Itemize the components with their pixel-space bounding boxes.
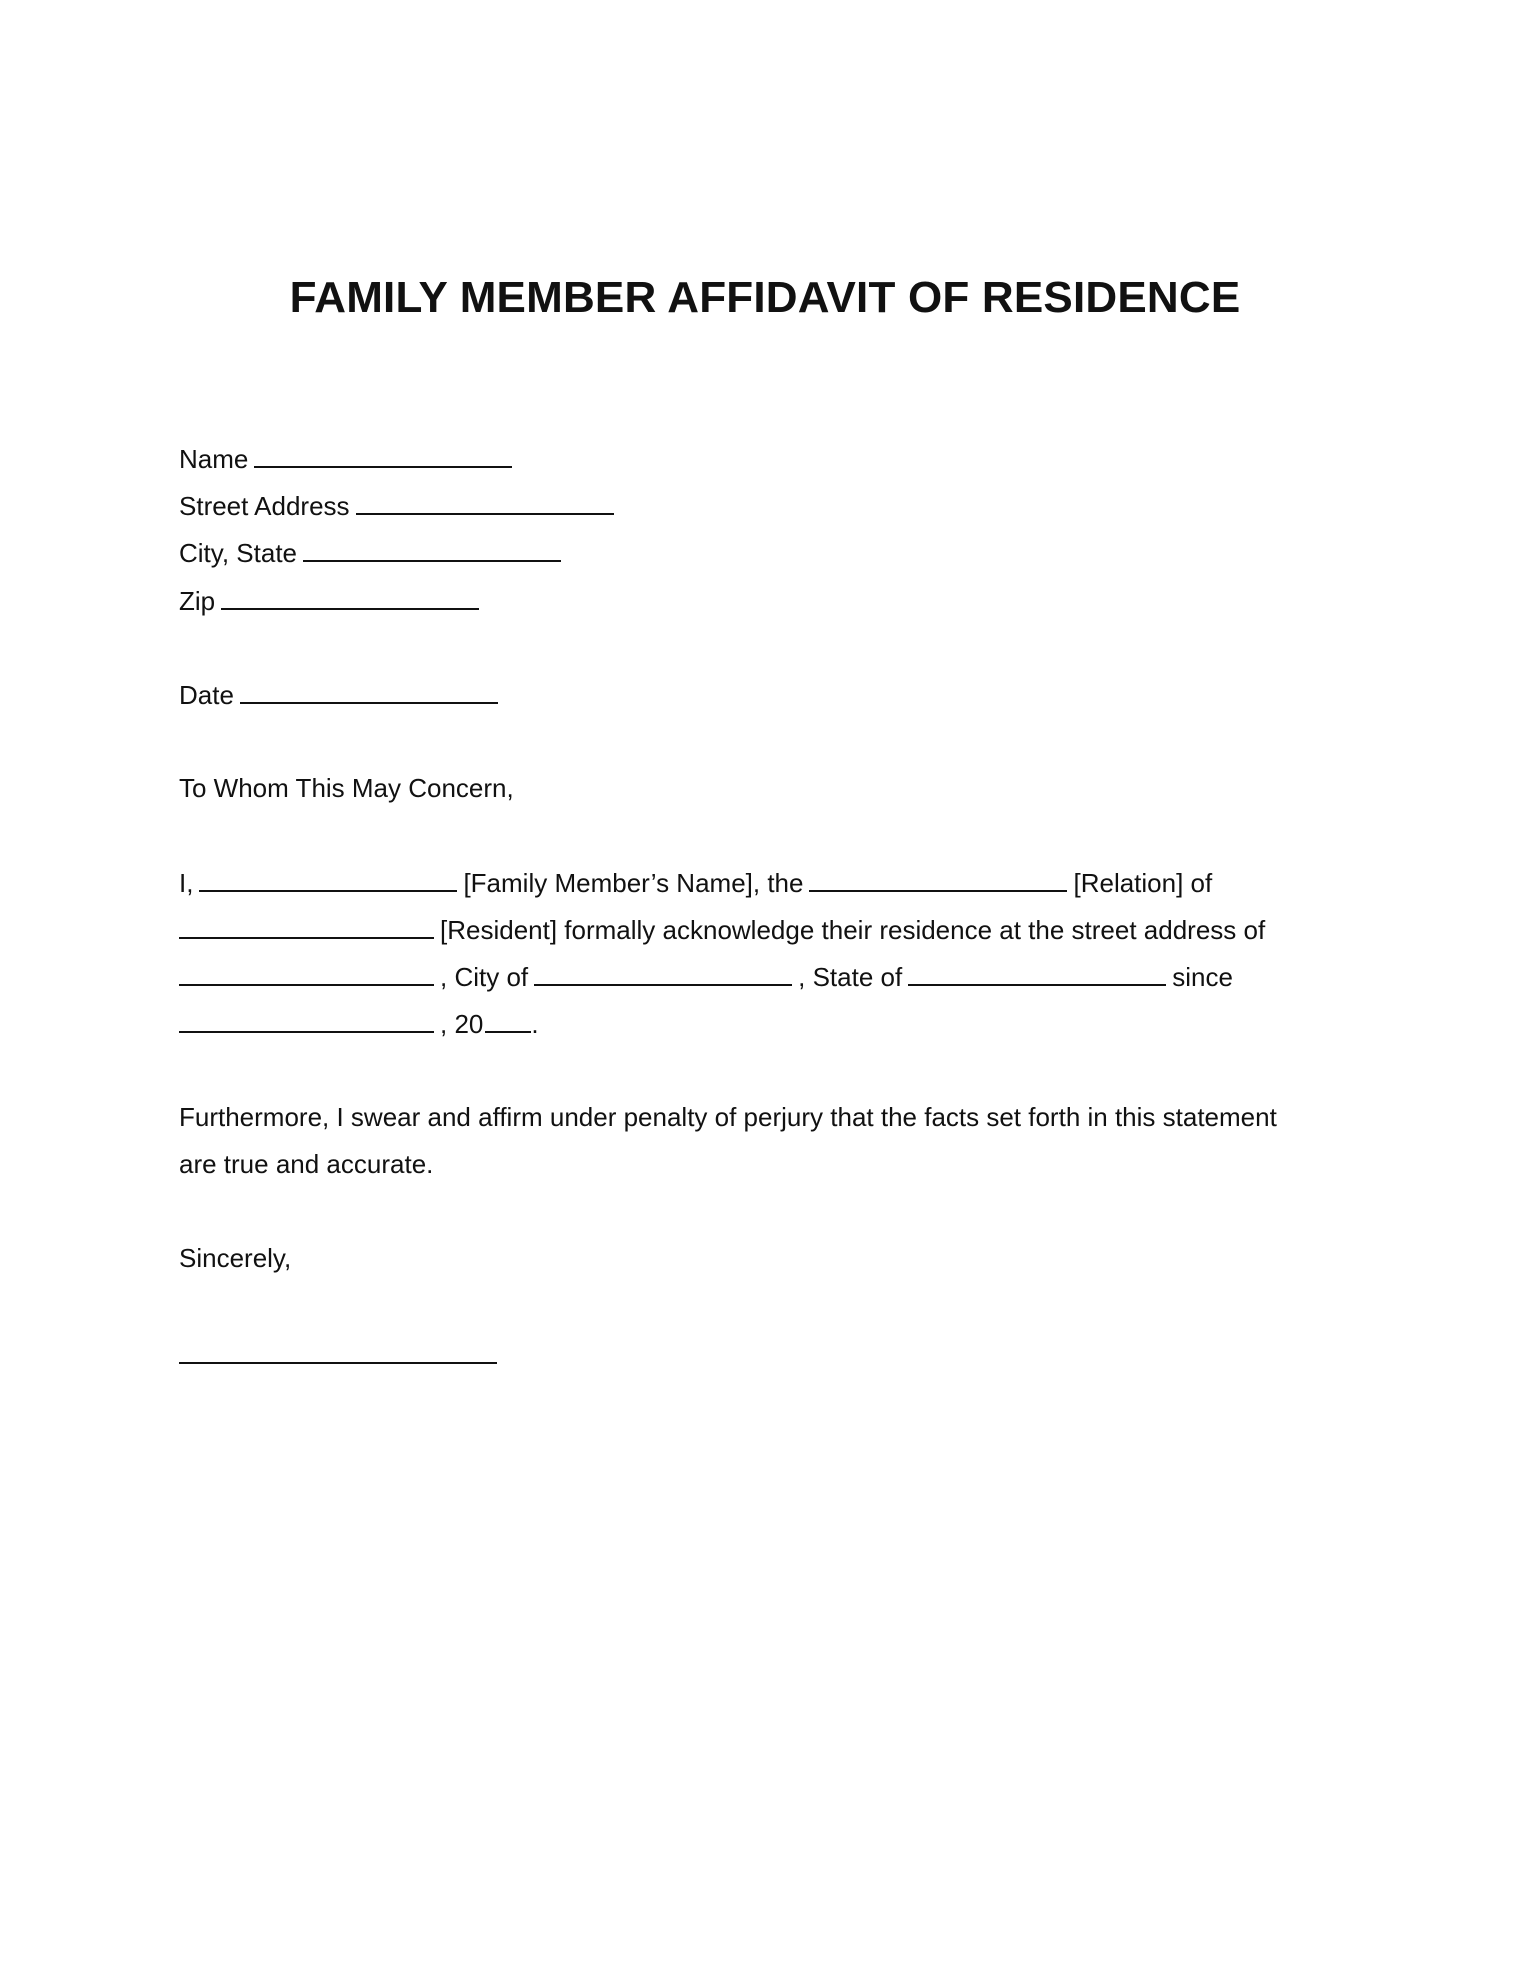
body-text-resident: [Resident] formally acknowledge their residence at the street address of [440, 915, 1266, 945]
body-text-relation: [Relation] of [1073, 868, 1213, 898]
body-text-20: , 20 [440, 1009, 484, 1039]
year-blank[interactable] [485, 1005, 531, 1033]
affirmation-line-1: Furthermore, I swear and affirm under penalty of perjury that the facts set forth in this statement [179, 1102, 1277, 1132]
street-address-field-row [179, 487, 620, 524]
closing: Sincerely, [179, 1243, 292, 1273]
city-state-blank[interactable] [303, 534, 561, 562]
name-blank[interactable] [254, 440, 512, 468]
body-line-2 [179, 911, 1265, 948]
document-title: FAMILY MEMBER AFFIDAVIT OF RESIDENCE [289, 273, 1241, 322]
date-field-row [179, 676, 504, 713]
date-label: Date [179, 680, 234, 710]
zip-label: Zip [179, 586, 216, 616]
name-label: Name [179, 444, 249, 474]
street-address-label: Street Address [179, 491, 350, 521]
body-text-family-member: [Family Member’s Name], the [463, 868, 804, 898]
body-line-3 [179, 958, 1233, 995]
city-state-label: City, State [179, 538, 298, 568]
street-address-blank[interactable] [356, 487, 614, 515]
signature-line[interactable] [179, 1362, 497, 1364]
affirmation-line-2: are true and accurate. [179, 1149, 434, 1179]
name-field-row [179, 440, 518, 477]
body-text-i: I, [179, 868, 194, 898]
body-text-city-of: , City of [440, 962, 529, 992]
since-date-blank[interactable] [179, 1005, 434, 1033]
relation-blank[interactable] [809, 864, 1067, 892]
body-line-1 [179, 864, 1212, 901]
date-blank[interactable] [240, 676, 498, 704]
zip-blank[interactable] [221, 582, 479, 610]
street-address-body-blank[interactable] [179, 958, 434, 986]
city-blank[interactable] [534, 958, 792, 986]
zip-field-row [179, 582, 485, 619]
city-state-field-row [179, 534, 567, 571]
body-line-4 [179, 1005, 539, 1042]
body-text-since: since [1172, 962, 1233, 992]
body-text-state-of: , State of [798, 962, 903, 992]
salutation: To Whom This May Concern, [179, 773, 514, 803]
state-blank[interactable] [908, 958, 1166, 986]
family-member-name-blank[interactable] [199, 864, 457, 892]
resident-blank[interactable] [179, 911, 434, 939]
body-text-period: . [531, 1009, 539, 1039]
